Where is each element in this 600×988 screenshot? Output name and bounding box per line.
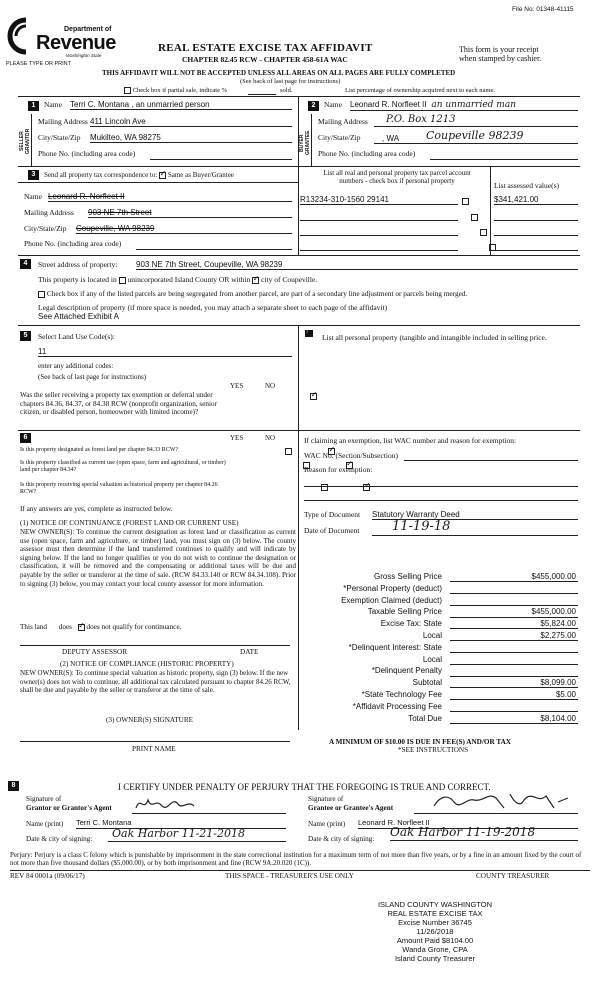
buyer-name[interactable]: Leonard R. Norfleet II an unmarried man bbox=[350, 100, 578, 111]
current-use-yes[interactable] bbox=[303, 462, 310, 469]
correspondence-mailing[interactable]: 903 NE 7th Street bbox=[88, 208, 292, 218]
correspondence-name[interactable]: Leonard R. Norfleet II bbox=[48, 192, 292, 202]
grantee-signature[interactable] bbox=[414, 788, 578, 814]
grantor-signature-icon bbox=[132, 794, 252, 814]
dor-logo: Department of Revenue Washington State bbox=[6, 14, 124, 60]
grantee-date-city[interactable]: Oak Harbor 11-19-2018 bbox=[390, 826, 578, 841]
parcel-number-1[interactable]: R13234-310-1560 29141 bbox=[300, 195, 458, 205]
form-subtitle: CHAPTER 82.45 RCW - CHAPTER 458-61A WAC bbox=[182, 55, 348, 64]
buyer-mailing-address[interactable]: P.O. Box 1213 bbox=[374, 114, 578, 127]
total-row-value[interactable]: $8,104.00 bbox=[450, 714, 578, 724]
total-row-value[interactable]: $5.00 bbox=[450, 690, 578, 700]
correspondence-city[interactable]: Coupeville, WA 98239 bbox=[76, 224, 292, 234]
document-type[interactable]: Statutory Warranty Deed bbox=[372, 510, 578, 520]
seller-exemption-no[interactable] bbox=[310, 393, 317, 400]
total-row-value[interactable]: $455,000.00 bbox=[450, 607, 578, 617]
total-row-label: Exemption Claimed (deduct) bbox=[341, 595, 442, 605]
total-row bbox=[322, 666, 578, 677]
partial-sale-checkbox[interactable] bbox=[124, 87, 131, 94]
total-row-value[interactable]: $455,000.00 bbox=[450, 572, 578, 582]
total-row-label: Local bbox=[422, 631, 442, 640]
total-row-value[interactable]: $8,099.00 bbox=[450, 678, 578, 688]
seller-exemption-yes[interactable] bbox=[269, 393, 276, 400]
total-row-label: Total Due bbox=[408, 713, 442, 723]
grantor-date-city[interactable]: Oak Harbor 11-21-2018 bbox=[108, 828, 286, 842]
total-row-value[interactable] bbox=[450, 702, 578, 712]
total-row bbox=[322, 690, 578, 701]
warning-text: THIS AFFIDAVIT WILL NOT BE ACCEPTED UNLESS ALL AREAS ON ALL PAGES ARE FULLY COMPLETED bbox=[102, 69, 456, 77]
file-number: File No: 01348-41115 bbox=[512, 6, 574, 13]
form-title: REAL ESTATE EXCISE TAX AFFIDAVIT bbox=[158, 42, 373, 54]
forest-land-yes[interactable] bbox=[285, 448, 292, 455]
seller-mailing-address[interactable]: 411 Lincoln Ave bbox=[90, 117, 292, 127]
personal-property-checkbox-3[interactable] bbox=[480, 229, 487, 236]
legal-description[interactable]: See Attached Exhibit A bbox=[38, 312, 119, 321]
city-of-checkbox[interactable] bbox=[252, 277, 259, 284]
total-row bbox=[322, 607, 578, 618]
total-row bbox=[322, 631, 578, 642]
total-row-label: *Delinquent Interest: State bbox=[348, 642, 442, 652]
total-row-label: *State Technology Fee bbox=[361, 690, 442, 699]
buyer-city-state-zip[interactable]: , WA Coupeville 98239 bbox=[374, 130, 578, 144]
same-as-buyer-checkbox[interactable] bbox=[159, 172, 166, 179]
does-not-qualify-checkbox[interactable] bbox=[78, 624, 85, 631]
historical-no[interactable] bbox=[363, 484, 370, 491]
personal-property-checkbox-1[interactable] bbox=[462, 198, 469, 205]
total-row-label: Gross Selling Price bbox=[373, 572, 442, 581]
total-row-value[interactable] bbox=[450, 655, 578, 665]
total-row-value[interactable]: $5,824.00 bbox=[450, 619, 578, 629]
total-row bbox=[322, 596, 578, 607]
unincorporated-checkbox[interactable] bbox=[119, 277, 126, 284]
seller-name[interactable]: Terri C. Montana , an unmarried person bbox=[70, 100, 292, 110]
grantor-print-name[interactable]: Terri C. Montana bbox=[76, 819, 286, 829]
grantee-signature-icon bbox=[414, 788, 574, 814]
total-row-value[interactable] bbox=[450, 643, 578, 653]
total-row-label: *Personal Property (deduct) bbox=[343, 583, 442, 593]
total-row bbox=[322, 702, 578, 713]
seller-city-state-zip[interactable]: Mukilteo, WA 98275 bbox=[90, 133, 292, 143]
minimum-fee-notice: A MINIMUM OF $10.00 IS DUE IN FEE(S) AND/OR TAX bbox=[329, 738, 511, 746]
total-row-label: Excise Tax: State bbox=[380, 619, 442, 629]
land-use-code[interactable]: 11 bbox=[38, 347, 292, 357]
current-use-no[interactable] bbox=[346, 462, 353, 469]
please-type: PLEASE TYPE OR PRINT bbox=[6, 61, 72, 67]
total-row bbox=[322, 714, 578, 725]
grantor-signature[interactable] bbox=[132, 794, 286, 814]
total-row bbox=[322, 619, 578, 630]
historical-yes[interactable] bbox=[321, 484, 328, 491]
total-row-label: *Delinquent Penalty bbox=[371, 666, 442, 676]
certify-statement: I CERTIFY UNDER PENALTY OF PERJURY THAT THE FOREGOING IS TRUE AND CORRECT. bbox=[118, 782, 491, 792]
total-row-label: Subtotal bbox=[412, 678, 442, 688]
total-row-label: *Affidavit Processing Fee bbox=[352, 701, 442, 711]
property-street-address[interactable]: 903 NE 7th Street, Coupeville, WA 98239 bbox=[136, 260, 578, 270]
perjury-notice: Perjury: Perjury is a class C felony which is punishable by imprisonment in the state correctional institution for a maximum term of not more than five years, or by a fine in an amount fixed by the court of not more than five thousand dollars ($5,000.00), or by both imprisonment and fine (RCW 9A.20.020 (1C)). bbox=[10, 851, 582, 868]
buyer-name-handwritten: an unmarried man bbox=[431, 100, 516, 110]
total-row bbox=[322, 643, 578, 654]
total-row-value[interactable] bbox=[450, 666, 578, 676]
document-date[interactable]: 11-19-18 bbox=[372, 520, 578, 536]
total-row bbox=[322, 655, 578, 666]
total-row-value[interactable] bbox=[450, 584, 578, 594]
total-row bbox=[322, 678, 578, 689]
seller-name-label: Name bbox=[44, 100, 62, 109]
forest-land-no[interactable] bbox=[328, 448, 335, 455]
segregated-checkbox[interactable] bbox=[38, 291, 45, 298]
total-row-label: Local bbox=[422, 654, 442, 664]
assessed-value-1[interactable]: $341,421.00 bbox=[494, 195, 578, 205]
total-row bbox=[322, 584, 578, 595]
total-row-value[interactable] bbox=[450, 596, 578, 606]
personal-property-checkbox-2[interactable] bbox=[471, 214, 478, 221]
logo-name: Revenue bbox=[36, 32, 116, 54]
grantee-print-name[interactable]: Leonard R. Norfleet II bbox=[358, 819, 578, 829]
total-row-value[interactable]: $2,275.00 bbox=[450, 631, 578, 641]
total-row-label: Taxable Selling Price bbox=[367, 607, 442, 617]
total-row bbox=[322, 572, 578, 583]
